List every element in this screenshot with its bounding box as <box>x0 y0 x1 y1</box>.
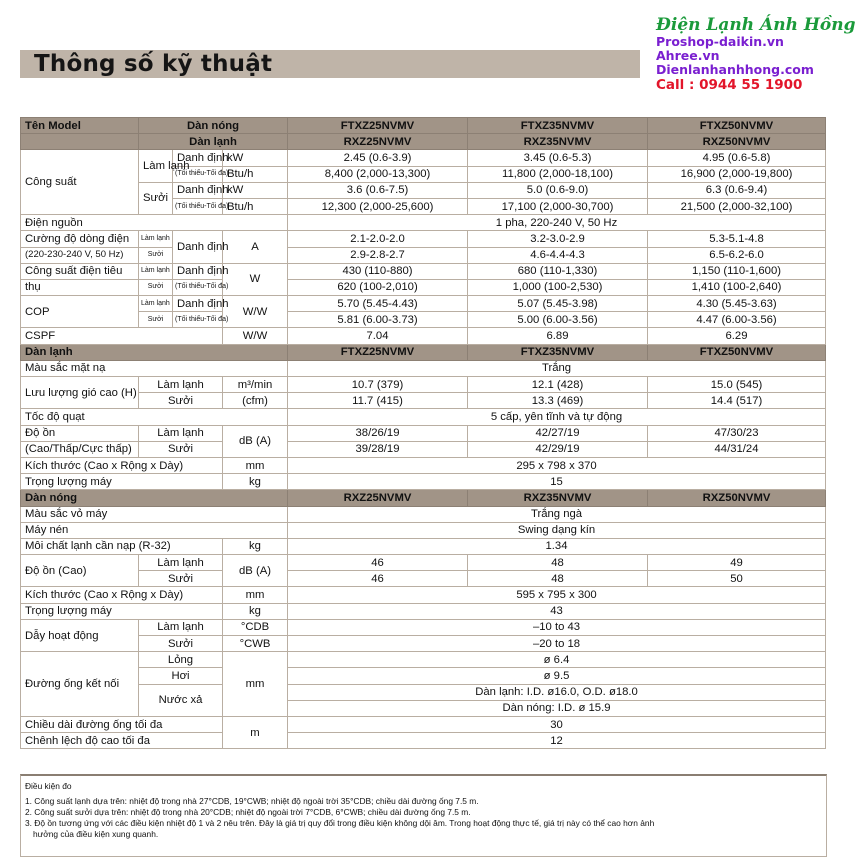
row-label: (220-230-240 V, 50 Hz) <box>21 247 139 263</box>
value-cell: 6.3 (0.6-9.4) <box>648 182 826 198</box>
value-cell: 430 (110-880) <box>288 263 468 279</box>
value-cell: 11,800 (2,000-18,100) <box>468 166 648 182</box>
title-bar <box>20 50 640 78</box>
table-row <box>21 441 826 457</box>
table-row <box>21 377 826 393</box>
table-row <box>21 587 826 603</box>
value-cell: 2.1-2.0-2.0 <box>288 231 468 247</box>
unit-label: A <box>223 231 288 263</box>
value-cell: 680 (110-1,330) <box>468 263 648 279</box>
minmax-label: (Tối thiểu-Tối đa) <box>173 198 223 214</box>
table-row <box>21 716 826 732</box>
unit-label: W/W <box>223 296 288 328</box>
table-row <box>21 636 826 652</box>
mode-label: Làm lạnh <box>139 555 223 571</box>
value-cell: 12 <box>288 733 826 749</box>
value-cell: 3.45 (0.6-5.3) <box>468 150 648 166</box>
table-row <box>21 425 826 441</box>
model-cell: RXZ35NVMV <box>468 134 648 150</box>
value-cell: ø 6.4 <box>288 652 826 668</box>
table-row <box>21 231 826 247</box>
pipe-label: Hơi <box>139 668 223 684</box>
unit-label: Btu/h <box>223 198 288 214</box>
value-cell: 8,400 (2,000-13,300) <box>288 166 468 182</box>
row-label: (Cao/Thấp/Cực thấp) <box>21 441 139 457</box>
value-cell: 30 <box>288 716 826 732</box>
table-row <box>21 247 826 263</box>
value-cell: 5.07 (5.45-3.98) <box>468 296 648 312</box>
unit-label: kg <box>223 538 288 554</box>
rated-label: Danh định <box>173 150 223 166</box>
value-cell: 15.0 (545) <box>648 377 826 393</box>
model-cell: RXZ50NVMV <box>648 134 826 150</box>
row-label: Môi chất lạnh cần nạp (R-32) <box>21 538 223 554</box>
value-cell: –10 to 43 <box>288 619 826 635</box>
row-label: Màu sắc mặt nạ <box>21 360 288 376</box>
value-cell: 44/31/24 <box>648 441 826 457</box>
value-cell: 46 <box>288 571 468 587</box>
value-cell: 4.6-4.4-4.3 <box>468 247 648 263</box>
value-cell: 6.29 <box>648 328 826 344</box>
value-cell: 49 <box>648 555 826 571</box>
table-row <box>21 360 826 376</box>
unit-label: kW <box>223 182 288 198</box>
value-cell: Dàn nóng: I.D. ø 15.9 <box>288 700 826 716</box>
unit-label: dB (A) <box>223 425 288 457</box>
model-cell: FTXZ50NVMV <box>648 118 826 134</box>
value-cell: 21,500 (2,000-32,100) <box>648 198 826 214</box>
value-cell: 1,000 (100-2,530) <box>468 279 648 295</box>
unit-label: °CDB <box>223 619 288 635</box>
value-cell: 15 <box>288 474 826 490</box>
value-cell: 4.30 (5.45-3.63) <box>648 296 826 312</box>
page-title: Thông số kỹ thuật <box>34 51 273 77</box>
table-row <box>21 538 826 554</box>
mode-label: Làm lạnh <box>139 150 173 182</box>
unit-label: W <box>223 263 288 295</box>
brand-block <box>656 15 856 93</box>
pipe-label: Lỏng <box>139 652 223 668</box>
table-row <box>21 684 826 700</box>
value-cell: 39/28/19 <box>288 441 468 457</box>
model-cell: FTXZ35NVMV <box>468 344 648 360</box>
value-cell: 6.89 <box>468 328 648 344</box>
table-row <box>21 555 826 571</box>
value-cell: 5.70 (5.45-4.43) <box>288 296 468 312</box>
value-cell: 6.5-6.2-6.0 <box>648 247 826 263</box>
table-row <box>21 522 826 538</box>
model-cell: RXZ25NVMV <box>288 134 468 150</box>
table-row <box>21 474 826 490</box>
value-cell: 47/30/23 <box>648 425 826 441</box>
row-label: Tốc độ quạt <box>21 409 288 425</box>
unit-label: m <box>223 716 288 748</box>
value-cell: Swing dạng kín <box>288 522 826 538</box>
mode-label: Sưởi <box>139 247 173 263</box>
row-label: Trọng lượng máy <box>21 603 223 619</box>
notes-title: Điều kiện đo <box>25 781 72 791</box>
unit-label: m³/min <box>223 377 288 393</box>
value-cell: 595 x 795 x 300 <box>288 587 826 603</box>
hotline[interactable]: Call : 0944 55 1900 <box>656 77 803 93</box>
section-label: Dàn lạnh <box>21 344 288 360</box>
model-cell: RXZ35NVMV <box>468 490 648 506</box>
table-row <box>21 506 826 522</box>
mode-label: Làm lạnh <box>139 231 173 247</box>
row-label: Màu sắc vỏ máy <box>21 506 288 522</box>
outdoor-label: Dàn nóng <box>139 118 288 134</box>
row-label: Cường độ dòng điện <box>21 231 139 247</box>
value-cell: 5.00 (6.00-3.56) <box>468 312 648 328</box>
mode-label: Sưởi <box>139 636 223 652</box>
rated-label: Danh định <box>173 182 223 198</box>
value-cell: 5 cấp, yên tĩnh và tự động <box>288 409 826 425</box>
value-cell: 4.95 (0.6-5.8) <box>648 150 826 166</box>
notes-box <box>20 774 827 857</box>
section-label: Dàn nóng <box>21 490 288 506</box>
value-cell: 1 pha, 220-240 V, 50 Hz <box>288 215 826 231</box>
table-row <box>21 652 826 668</box>
value-cell: Trắng <box>288 360 826 376</box>
value-cell: ø 9.5 <box>288 668 826 684</box>
shop-name: Điện Lạnh Ánh Hồng <box>656 15 856 35</box>
rated-label: Danh định <box>173 231 223 263</box>
brand-link-1[interactable]: Proshop-daikin.vn <box>656 34 784 49</box>
row-label: Công suất <box>21 150 139 215</box>
row-label: Kích thước (Cao x Rộng x Dày) <box>21 457 223 473</box>
table-row <box>21 263 826 279</box>
section-header <box>21 344 826 360</box>
unit-label: mm <box>223 587 288 603</box>
table-row <box>21 134 826 150</box>
row-label: Độ ồn (Cao) <box>21 555 139 587</box>
note-2: 2. Công suất sưởi dựa trên: nhiệt độ trong nhà 20°CDB; nhiệt độ ngoài trời 7°CDB, 6°CWB; chiều dài đường ống 7.5 m. <box>25 807 471 817</box>
note-3: 3. Độ ồn tương ứng với các điều kiện nhiệt độ 1 và 2 nêu trên. Đây là giá trị quy đổi trong điều kiện không dội âm. Trong hoạt động thực tế, giá trị này có thể cao hơn ảnh <box>25 818 655 828</box>
minmax-label: (Tối thiểu-Tối đa) <box>173 279 223 295</box>
table-row <box>21 733 826 749</box>
brand-link-2[interactable]: Ahree.vn <box>656 48 720 63</box>
unit-label: Btu/h <box>223 166 288 182</box>
value-cell: 4.47 (6.00-3.56) <box>648 312 826 328</box>
mode-label: Sưởi <box>139 182 173 214</box>
value-cell: 50 <box>648 571 826 587</box>
value-cell: 16,900 (2,000-19,800) <box>648 166 826 182</box>
value-cell: 14.4 (517) <box>648 393 826 409</box>
value-cell: 2.9-2.8-2.7 <box>288 247 468 263</box>
unit-label: kW <box>223 150 288 166</box>
mode-label: Làm lạnh <box>139 296 173 312</box>
unit-label: dB (A) <box>223 555 288 587</box>
mode-label: Làm lạnh <box>139 619 223 635</box>
value-cell: 5.81 (6.00-3.73) <box>288 312 468 328</box>
value-cell: 3.2-3.0-2.9 <box>468 231 648 247</box>
mode-label: Làm lạnh <box>139 263 173 279</box>
value-cell: –20 to 18 <box>288 636 826 652</box>
model-cell: FTXZ50NVMV <box>648 344 826 360</box>
indoor-label: Dàn lạnh <box>139 134 288 150</box>
mode-label: Sưởi <box>139 571 223 587</box>
value-cell: 5.0 (0.6-9.0) <box>468 182 648 198</box>
table-row <box>21 118 826 134</box>
row-label: Kích thước (Cao x Rộng x Dày) <box>21 587 223 603</box>
row-label: Chiều dài đường ống tối đa <box>21 716 223 732</box>
model-cell: RXZ50NVMV <box>648 490 826 506</box>
value-cell: 12.1 (428) <box>468 377 648 393</box>
unit-label: kg <box>223 474 288 490</box>
table-row <box>21 312 826 328</box>
note-1: 1. Công suất lạnh dựa trên: nhiệt độ trong nhà 27°CDB, 19°CWB; nhiệt độ ngoài trời 35°CDB; chiều dài đường ống 7.5 m. <box>25 796 479 806</box>
mode-label: Làm lạnh <box>139 425 223 441</box>
value-cell: 10.7 (379) <box>288 377 468 393</box>
table-row <box>21 296 826 312</box>
value-cell: 13.3 (469) <box>468 393 648 409</box>
model-label: Tên Model <box>21 118 139 134</box>
row-label: thụ <box>21 279 139 295</box>
value-cell: 1,150 (110-1,600) <box>648 263 826 279</box>
row-label: CSPF <box>21 328 223 344</box>
pipe-label: Nước xả <box>139 684 223 716</box>
table-row <box>21 457 826 473</box>
value-cell: 620 (100-2,010) <box>288 279 468 295</box>
row-label: Máy nén <box>21 522 288 538</box>
row-label: Công suất điện tiêu <box>21 263 139 279</box>
value-cell: 42/27/19 <box>468 425 648 441</box>
table-row <box>21 571 826 587</box>
value-cell: 5.3-5.1-4.8 <box>648 231 826 247</box>
model-cell: FTXZ25NVMV <box>288 118 468 134</box>
table-row <box>21 393 826 409</box>
row-label: Điện nguồn <box>21 215 288 231</box>
value-cell: 42/29/19 <box>468 441 648 457</box>
unit-label: kg <box>223 603 288 619</box>
table-row <box>21 328 826 344</box>
table-row <box>21 409 826 425</box>
value-cell: 43 <box>288 603 826 619</box>
table-row <box>21 215 826 231</box>
model-cell: FTXZ35NVMV <box>468 118 648 134</box>
unit-label: mm <box>223 457 288 473</box>
table-row <box>21 279 826 295</box>
value-cell: 11.7 (415) <box>288 393 468 409</box>
mode-label: Sưởi <box>139 279 173 295</box>
table-row <box>21 668 826 684</box>
row-label: Chênh lệch độ cao tối đa <box>21 733 223 749</box>
model-cell: FTXZ25NVMV <box>288 344 468 360</box>
value-cell: Trắng ngà <box>288 506 826 522</box>
value-cell: 46 <box>288 555 468 571</box>
note-3-cont: hưởng của điều kiện xung quanh. <box>33 829 159 839</box>
unit-label: mm <box>223 652 288 717</box>
mode-label: Sưởi <box>139 393 223 409</box>
unit-label: W/W <box>223 328 288 344</box>
model-cell: RXZ25NVMV <box>288 490 468 506</box>
mode-label: Sưởi <box>139 441 223 457</box>
value-cell: 3.6 (0.6-7.5) <box>288 182 468 198</box>
value-cell: 1.34 <box>288 538 826 554</box>
table-row <box>21 150 826 166</box>
row-label: Lưu lượng gió cao (H) <box>21 377 139 409</box>
row-label: Dẫy hoạt động <box>21 619 139 651</box>
brand-link-3[interactable]: Dienlanhanhhong.com <box>656 62 814 77</box>
value-cell: 48 <box>468 571 648 587</box>
minmax-label: (Tối thiểu-Tối đa) <box>173 166 223 182</box>
row-label: Trọng lượng máy <box>21 474 223 490</box>
minmax-label: (Tối thiểu-Tối đa) <box>173 312 223 328</box>
table-row <box>21 182 826 198</box>
mode-label: Làm lạnh <box>139 377 223 393</box>
row-label: Độ ồn <box>21 425 139 441</box>
value-cell: 48 <box>468 555 648 571</box>
value-cell: 38/26/19 <box>288 425 468 441</box>
value-cell: 1,410 (100-2,640) <box>648 279 826 295</box>
value-cell: 7.04 <box>288 328 468 344</box>
row-label: Đường ống kết nối <box>21 652 139 717</box>
mode-label: Sưởi <box>139 312 173 328</box>
value-cell: 2.45 (0.6-3.9) <box>288 150 468 166</box>
table-row <box>21 619 826 635</box>
rated-label: Danh định <box>173 296 223 312</box>
unit-label: (cfm) <box>223 393 288 409</box>
value-cell: 17,100 (2,000-30,700) <box>468 198 648 214</box>
row-label: COP <box>21 296 139 328</box>
rated-label: Danh định <box>173 263 223 279</box>
table-row <box>21 603 826 619</box>
value-cell: 12,300 (2,000-25,600) <box>288 198 468 214</box>
value-cell: 295 x 798 x 370 <box>288 457 826 473</box>
value-cell: Dàn lạnh: I.D. ø16.0, O.D. ø18.0 <box>288 684 826 700</box>
unit-label: °CWB <box>223 636 288 652</box>
section-header <box>21 490 826 506</box>
spec-table <box>20 117 826 749</box>
